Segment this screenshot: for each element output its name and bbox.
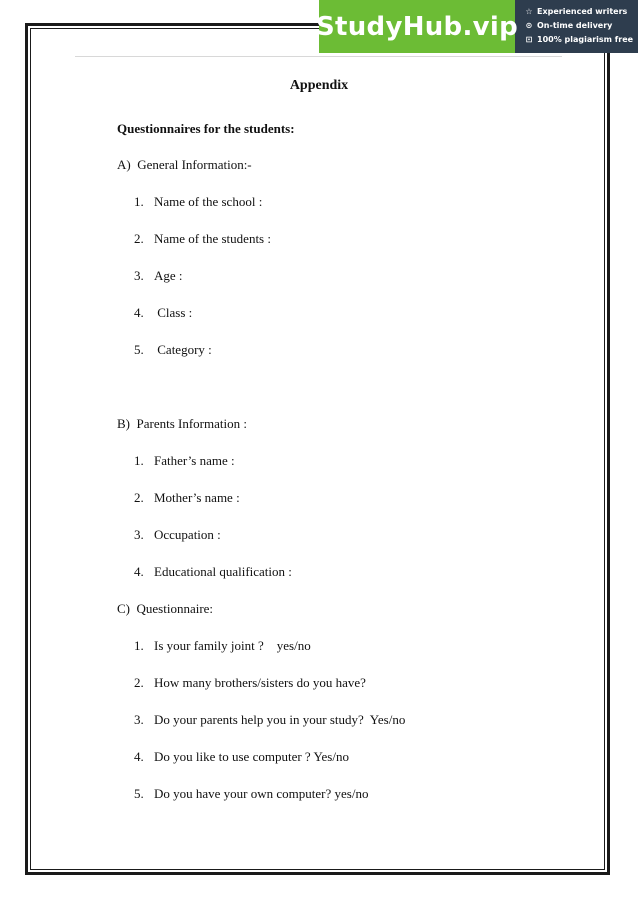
list-item	[134, 268, 183, 284]
item-number: 1.	[134, 194, 144, 209]
section-label-c: C) Questionnaire:	[117, 601, 214, 616]
item-number: 3.	[134, 712, 144, 727]
item-number: 4.	[134, 564, 144, 579]
item-text: Educational qualification :	[154, 564, 292, 579]
list-item	[134, 305, 192, 321]
item-text: Name of the students :	[154, 231, 271, 246]
item-text: Age :	[154, 268, 183, 283]
item-number: 1.	[134, 638, 144, 653]
item-number: 2.	[134, 675, 144, 690]
list-item	[134, 638, 311, 654]
list-item	[134, 453, 235, 469]
item-number: 5.	[134, 342, 144, 357]
banner-feature-label: Experienced writers	[537, 7, 628, 16]
studyhub-logo[interactable]: StudyHub.vip	[319, 0, 515, 53]
item-text: Name of the school :	[154, 194, 263, 209]
section-label-a: A) General Information:-	[117, 157, 252, 172]
item-text: Category :	[154, 342, 212, 357]
item-text: Do your parents help you in your study? Yes/no	[154, 712, 406, 727]
item-number: 4.	[134, 305, 144, 320]
item-text: Do you have your own computer? yes/no	[154, 786, 369, 801]
item-number: 2.	[134, 490, 144, 505]
item-text: Mother’s name :	[154, 490, 240, 505]
list-item	[134, 564, 292, 580]
list-item	[134, 194, 262, 210]
list-item	[134, 786, 368, 802]
banner-feature-label: 100% plagiarism free	[537, 35, 634, 44]
clock-icon: ⊙	[525, 21, 533, 30]
item-number: 1.	[134, 453, 144, 468]
item-text: How many brothers/sisters do you have?	[154, 675, 366, 690]
section-heading: Questionnaires for the students:	[117, 121, 295, 136]
item-text: Is your family joint ? yes/no	[154, 638, 311, 653]
item-text: Father’s name :	[154, 453, 235, 468]
item-text: Do you like to use computer ? Yes/no	[154, 749, 349, 764]
shield-check-icon: ⊡	[525, 35, 533, 44]
banner-feature-label: On-time delivery	[537, 21, 613, 30]
list-item	[134, 749, 349, 765]
item-text: Class :	[154, 305, 193, 320]
page-title: Appendix	[289, 78, 349, 93]
item-number: 3.	[134, 268, 144, 283]
item-number: 3.	[134, 527, 144, 542]
item-number: 2.	[134, 231, 144, 246]
list-item	[134, 342, 212, 358]
item-number: 4.	[134, 749, 144, 764]
list-item	[134, 490, 240, 506]
list-item	[134, 527, 221, 543]
item-number: 5.	[134, 786, 144, 801]
list-item	[134, 231, 271, 247]
list-item	[134, 712, 405, 728]
list-item	[134, 675, 366, 691]
section-label-b: B) Parents Information :	[117, 416, 247, 431]
item-text: Occupation :	[154, 527, 221, 542]
star-icon: ☆	[525, 7, 533, 16]
